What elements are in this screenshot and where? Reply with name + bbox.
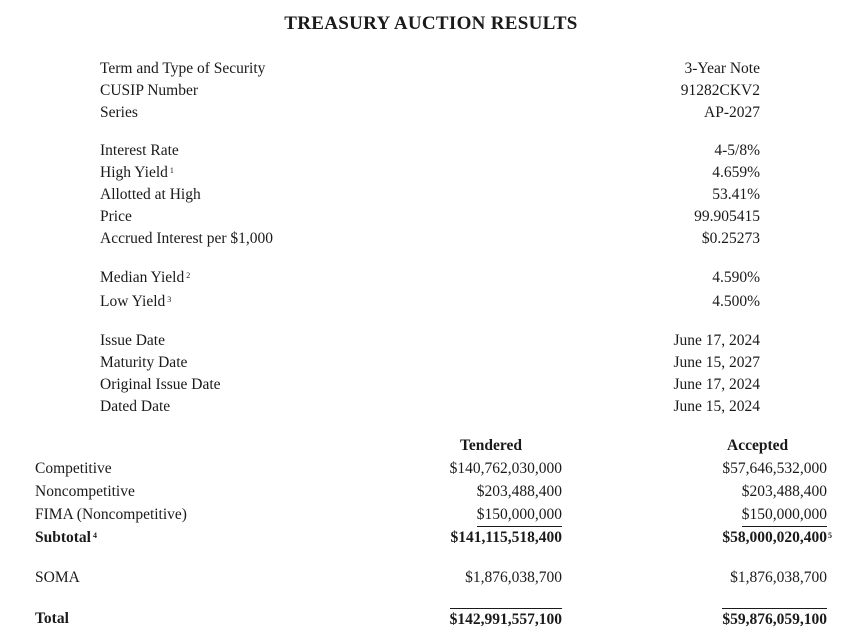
page-title: TREASURY AUCTION RESULTS [284,13,578,34]
term-value: 3-Year Note [684,60,760,77]
original-issue-date-value: June 17, 2024 [673,376,760,393]
fima-tendered: $150,000,000 [477,504,562,527]
median-yield-value: 4.590% [712,269,760,286]
footnote-3: 3 [167,295,172,304]
table-row [35,481,827,503]
competitive-label: Competitive [35,460,112,477]
term-row [100,58,760,80]
subtotal-tendered: $141,115,518,400 [450,529,562,546]
allotted-row [100,184,760,206]
noncompetitive-accepted: $203,488,400 [741,483,827,500]
high-yield-value: 4.659% [712,164,760,181]
low-yield-label: Low Yield $^3$ [100,293,172,310]
subtotal-accepted: $58,000,020,400 5 [722,527,827,549]
series-value: AP-2027 [704,104,760,121]
footnote-1: 1 [169,166,174,175]
median-yield-label: Median Yield $^2$ [100,269,191,286]
soma-row [35,567,827,589]
maturity-date-row [100,352,760,374]
issue-date-row [100,330,760,352]
median-yield-row [100,267,760,289]
dated-date-row [100,396,760,418]
price-value: 99.905415 [694,208,760,225]
interest-rate-label: Interest Rate [100,142,179,159]
footnote-2: 2 [186,271,191,280]
dated-date-value: June 15, 2024 [673,398,760,415]
table-row [35,504,827,526]
soma-label: SOMA [35,569,80,586]
maturity-date-label: Maturity Date [100,354,188,371]
high-yield-row [100,162,760,184]
footnote-5: 5 [828,531,832,540]
accrued-label: Accrued Interest per $1,000 [100,230,274,247]
low-yield-row [100,291,760,313]
table-row [35,458,827,480]
high-yield-label: High Yield $^1$ [100,164,174,181]
total-row [35,608,827,630]
allotted-label: Allotted at High [100,186,201,203]
original-issue-date-row [100,374,760,396]
competitive-accepted: $57,646,532,000 [722,460,827,477]
subtotal-row [35,527,832,549]
total-label: Total [35,610,69,627]
fima-label: FIMA (Noncompetitive) [35,506,187,523]
tendered-header: Tendered [460,437,523,454]
cusip-label: CUSIP Number [100,82,199,99]
low-yield-value: 4.500% [712,293,760,310]
subtotal-label: Subtotal $^4$ [35,529,97,546]
issue-date-value: June 17, 2024 [673,332,760,349]
footnote-4: 4 [93,531,97,540]
soma-tendered: $1,876,038,700 [465,569,562,586]
cusip-value: 91282CKV2 [680,82,760,99]
fima-accepted: $150,000,000 [742,504,827,527]
total-tendered: $142,991,557,100 [450,608,562,631]
accepted-header: Accepted [727,437,789,454]
accrued-row [100,228,760,250]
issue-date-label: Issue Date [100,332,165,349]
dated-date-label: Dated Date [100,398,171,415]
series-row [100,102,760,124]
price-row [100,206,760,228]
price-label: Price [100,208,132,225]
noncompetitive-tendered: $203,488,400 [476,483,562,500]
interest-rate-row [100,140,760,162]
competitive-tendered: $140,762,030,000 [449,460,562,477]
term-label: Term and Type of Security [100,60,266,77]
cusip-row [100,80,760,102]
maturity-date-value: June 15, 2027 [673,354,760,371]
interest-rate-value: 4-5/8% [714,142,760,159]
original-issue-date-label: Original Issue Date [100,376,221,393]
allotted-value: 53.41% [712,186,760,203]
series-label: Series [100,104,138,121]
noncompetitive-label: Noncompetitive [35,483,135,500]
accrued-value: $0.25273 [701,230,760,247]
total-accepted: $59,876,059,100 [722,608,827,631]
soma-accepted: $1,876,038,700 [730,569,827,586]
